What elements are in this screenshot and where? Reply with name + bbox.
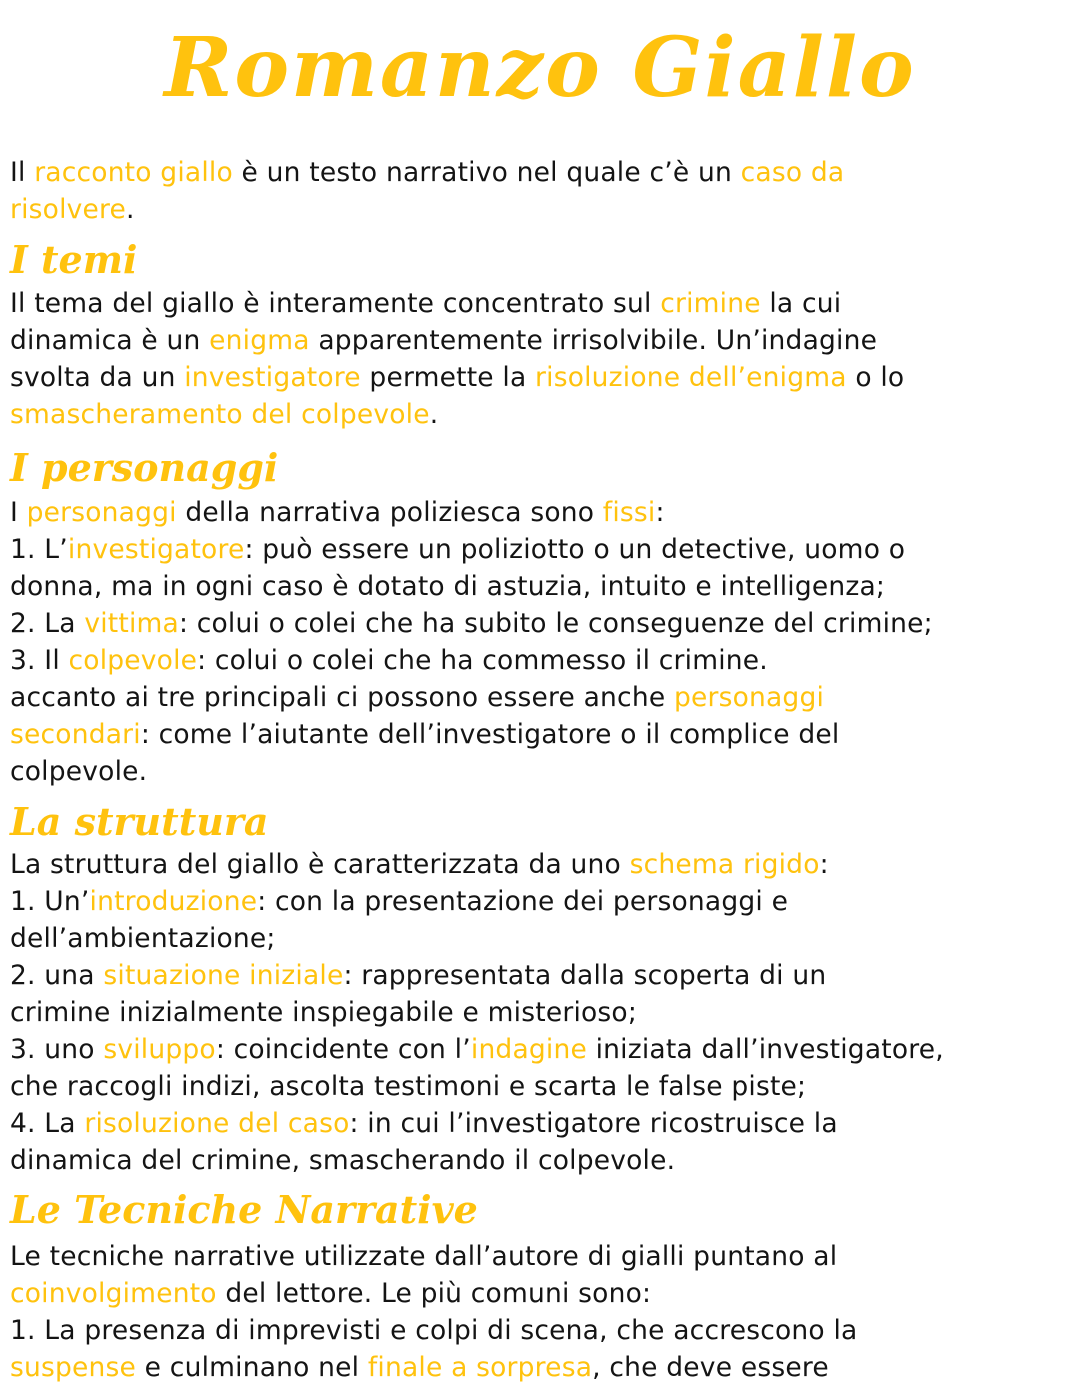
text-line [10, 1068, 1072, 1105]
text-segment: della narrativa poliziesca sono [176, 497, 603, 528]
highlighted-term: vittima [84, 608, 179, 639]
highlighted-term: enigma [209, 325, 310, 356]
highlighted-term: risoluzione del caso [84, 1108, 350, 1139]
highlighted-term: caso da [740, 157, 845, 188]
text-segment: La struttura del giallo è caratterizzata da uno [10, 849, 630, 880]
page-title: Romanzo Giallo [164, 20, 916, 116]
text-segment: 2. La [10, 608, 85, 639]
text-segment: : come l’aiutante dell’investigatore o il complice del [140, 719, 840, 750]
text-line [10, 1142, 1072, 1179]
text-line [10, 1312, 1072, 1349]
highlighted-term: risoluzione dell’enigma [535, 362, 847, 393]
text-segment: dell’ambientazione; [10, 923, 276, 954]
highlighted-term: fissi [602, 497, 656, 528]
text-line [10, 1349, 1072, 1386]
highlighted-term: sviluppo [103, 1034, 216, 1065]
text-line [10, 957, 1072, 994]
highlighted-term: situazione iniziale [103, 960, 344, 991]
highlighted-term: finale a sorpresa [367, 1352, 593, 1383]
text-segment: Il [10, 157, 35, 188]
text-line [10, 920, 1072, 957]
text-line [10, 605, 1072, 642]
highlighted-term: colpevole [68, 645, 198, 676]
text-segment: Il tema del giallo è interamente concentrato sul [10, 288, 661, 319]
text-line [10, 322, 1072, 359]
text-segment: : [655, 497, 665, 528]
heading-personaggi: I personaggi [10, 445, 279, 490]
text-line [10, 1238, 1072, 1275]
text-segment: Le tecniche narrative utilizzate dall’autore di gialli puntano al [10, 1241, 838, 1272]
section-temi-body [10, 285, 1072, 433]
text-segment: 3. Il [10, 645, 69, 676]
text-line [10, 1105, 1072, 1142]
text-segment: : [819, 849, 829, 880]
text-line [10, 568, 1072, 605]
text-line [10, 1275, 1072, 1312]
text-segment: che raccogli indizi, ascolta testimoni e scarta le false piste; [10, 1071, 807, 1102]
text-segment: apparentemente irrisolvibile. Un’indagine [309, 325, 878, 356]
text-segment: donna, ma in ogni caso è dotato di astuzia, intuito e intelligenza; [10, 571, 886, 602]
section-personaggi-body [10, 494, 1072, 790]
text-segment: 1. Un’ [10, 886, 90, 917]
text-line [10, 191, 1072, 228]
text-segment: la cui [760, 288, 842, 319]
text-segment: : può essere un poliziotto o un detective, uomo o [244, 534, 906, 565]
text-segment: è un testo narrativo nel quale c’è un [232, 157, 741, 188]
section-tecniche-body [10, 1238, 1072, 1386]
highlighted-term: suspense [10, 1352, 137, 1383]
highlighted-term: introduzione [89, 886, 258, 917]
text-segment: 4. La [10, 1108, 85, 1139]
heading-tecniche: Le Tecniche Narrative [10, 1187, 478, 1232]
text-segment: : colui o colei che ha commesso il crimine. [197, 645, 768, 676]
text-line [10, 1031, 1072, 1068]
text-segment: svolta da un [10, 362, 185, 393]
text-segment: dinamica è un [10, 325, 210, 356]
text-line [10, 285, 1072, 322]
text-line [10, 883, 1072, 920]
text-line [10, 716, 1072, 753]
text-segment: iniziata dall’investigatore, [586, 1034, 944, 1065]
text-segment: : rappresentata dalla scoperta di un [343, 960, 827, 991]
text-segment: 2. una [10, 960, 104, 991]
heading-struttura: La struttura [10, 799, 269, 844]
highlighted-term: personaggi [673, 682, 825, 713]
text-line [10, 994, 1072, 1031]
text-segment: : con la presentazione dei personaggi e [257, 886, 789, 917]
highlighted-term: crimine [660, 288, 761, 319]
highlighted-term: coinvolgimento [10, 1278, 217, 1309]
highlighted-term: schema rigido [629, 849, 820, 880]
text-line [10, 494, 1072, 531]
text-line [10, 531, 1072, 568]
highlighted-term: smascheramento del colpevole [10, 399, 430, 430]
text-line [10, 396, 1072, 433]
text-segment: 3. uno [10, 1034, 104, 1065]
text-segment: : coincidente con l’ [215, 1034, 471, 1065]
highlighted-term: investigatore [67, 534, 245, 565]
text-segment: accanto ai tre principali ci possono essere anche [10, 682, 674, 713]
text-segment: o lo [846, 362, 905, 393]
text-segment: dinamica del crimine, smascherando il colpevole. [10, 1145, 676, 1176]
text-segment: 1. L’ [10, 534, 68, 565]
text-line [10, 154, 1072, 191]
text-line [10, 642, 1072, 679]
heading-temi: I temi [10, 237, 138, 282]
highlighted-term: indagine [470, 1034, 587, 1065]
text-segment: permette la [360, 362, 536, 393]
text-segment: . [429, 399, 439, 430]
highlighted-term: racconto giallo [34, 157, 233, 188]
highlighted-term: risolvere [10, 194, 127, 225]
text-line [10, 846, 1072, 883]
text-segment: : in cui l’investigatore ricostruisce la [349, 1108, 838, 1139]
text-segment: . [126, 194, 135, 225]
text-segment: crimine inizialmente inspiegabile e misterioso; [10, 997, 637, 1028]
text-line [10, 679, 1072, 716]
text-line [10, 359, 1072, 396]
text-segment: colpevole. [10, 756, 148, 787]
text-segment: , che deve essere [592, 1352, 829, 1383]
highlighted-term: personaggi [26, 497, 177, 528]
text-segment: e culminano nel [136, 1352, 368, 1383]
text-line [10, 753, 1072, 790]
text-segment: 1. La presenza di imprevisti e colpi di scena, che accrescono la [10, 1315, 858, 1346]
text-segment: : colui o colei che ha subito le conseguenze del crimine; [179, 608, 933, 639]
text-segment: del lettore. Le più comuni sono: [216, 1278, 652, 1309]
text-segment: I [10, 497, 27, 528]
highlighted-term: secondari [10, 719, 141, 750]
section-intro-body [10, 154, 1072, 228]
highlighted-term: investigatore [184, 362, 361, 393]
section-struttura-body [10, 846, 1072, 1179]
